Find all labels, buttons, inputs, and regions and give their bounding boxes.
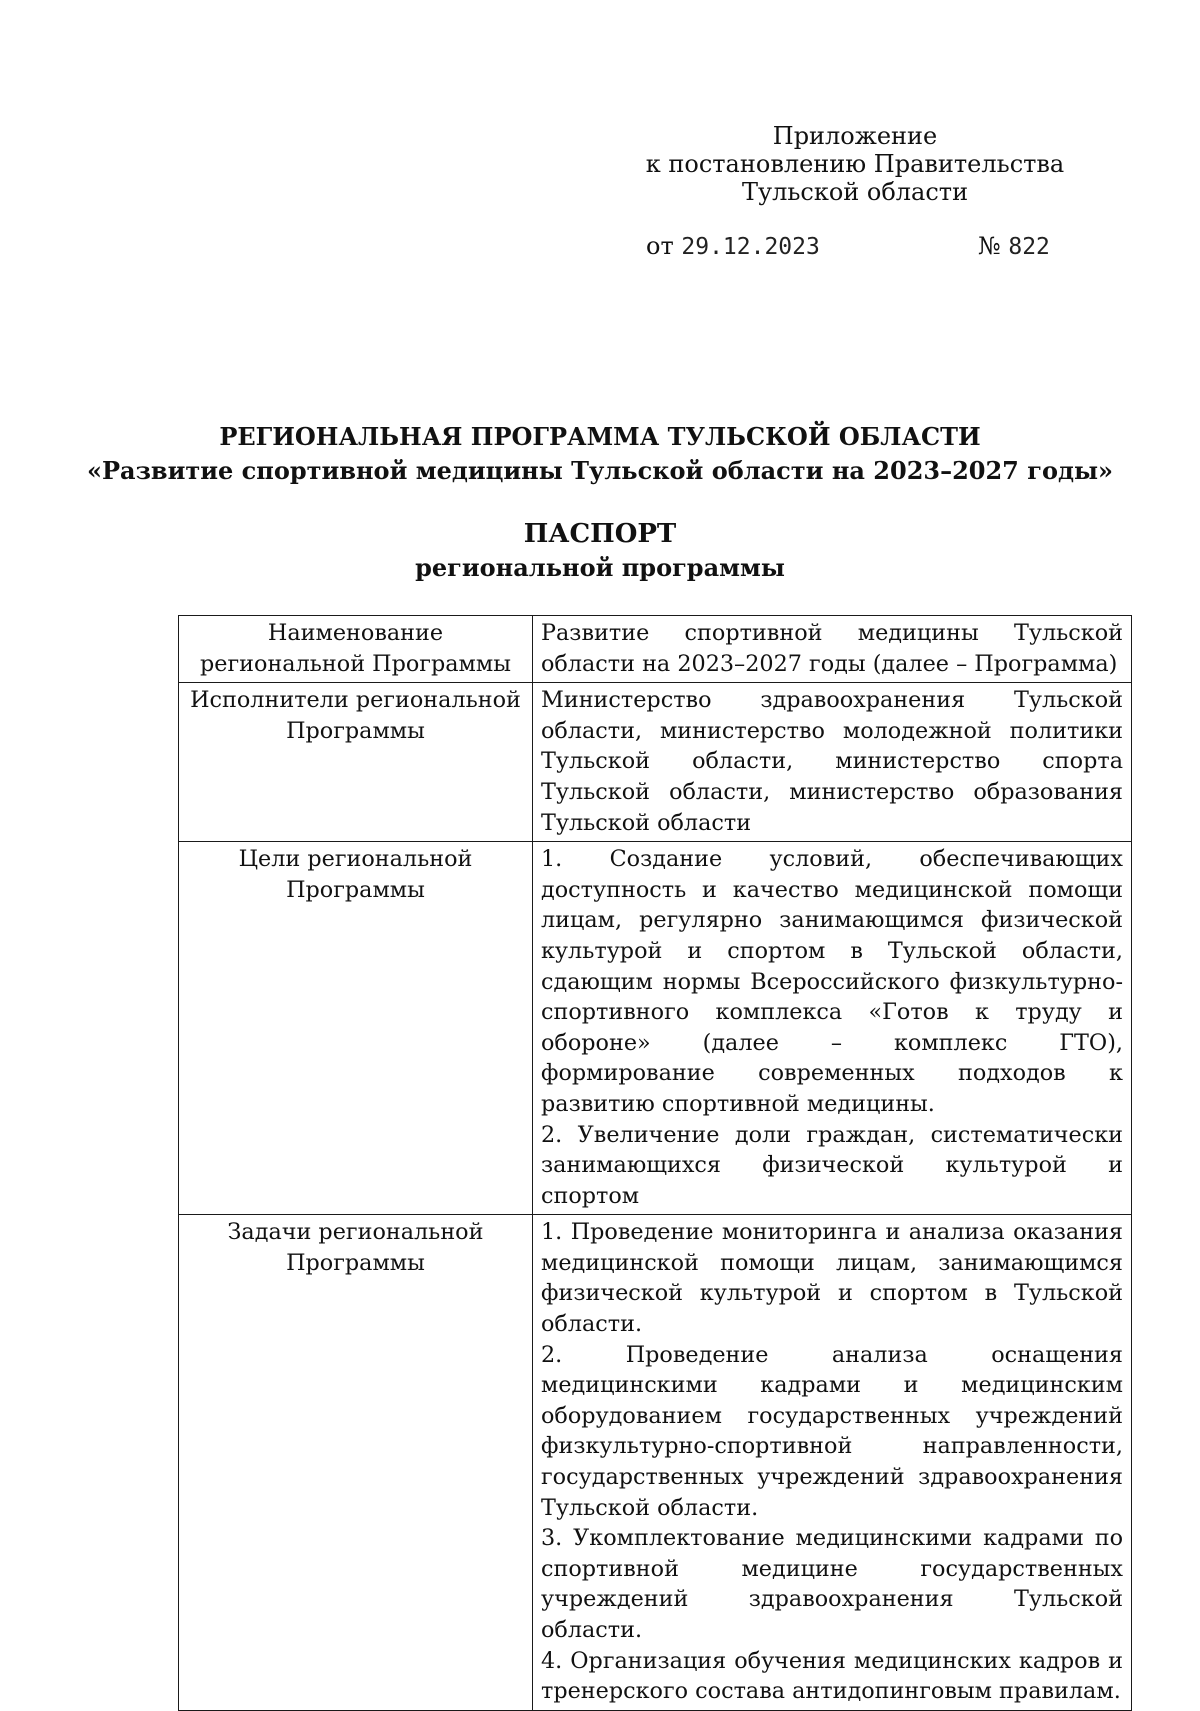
passport-table	[178, 615, 1132, 1711]
annex-line: к постановлению Правительства	[645, 150, 1065, 178]
passport-heading	[0, 517, 1200, 585]
row-value	[533, 1215, 1132, 1711]
annex-block	[640, 122, 1070, 206]
title-line-1: РЕГИОНАЛЬНАЯ ПРОГРАММА ТУЛЬСКОЙ ОБЛАСТИ	[219, 422, 981, 451]
value-paragraph: Министерство здравоохранения Тульской области, министерство молодежной политики Тульской области, министерство спорта Тульской области, министерство образования Тульской области	[541, 687, 1123, 836]
value-paragraph: 4. Организация обучения медицинских кадров и тренерского состава антидопинговым правилам.	[541, 1647, 1123, 1705]
value-paragraph: 1. Создание условий, обеспечивающих доступность и качество медицинской помощи лицам, регулярно занимающимся физической культурой и спортом в Тульской области, сдающим нормы Всероссийского физкультурно-спортивного комплекса «Готов к труду и обороне» (далее – комплекс ГТО), формирование современных подходов к развитию спортивной медицины.	[541, 846, 1123, 1117]
passport-title: ПАСПОРТ	[523, 519, 677, 549]
table-row	[179, 616, 1132, 683]
number-block	[978, 232, 1050, 261]
value-paragraph: 2. Увеличение доли граждан, систематически занимающихся физической культурой и спортом	[541, 1121, 1123, 1209]
document-title	[0, 420, 1200, 488]
passport-subtitle: региональной программы	[415, 553, 785, 582]
date-block	[646, 232, 820, 261]
row-label: Задачи региональной Программы	[179, 1215, 533, 1711]
value-paragraph: 1. Проведение мониторинга и анализа оказания медицинской помощи лицам, занимающимся физической культурой и спортом в Тульской области.	[541, 1219, 1123, 1338]
row-value	[533, 842, 1132, 1215]
row-value	[533, 683, 1132, 842]
date-prefix: от	[646, 232, 674, 260]
annex-line: Приложение	[772, 122, 938, 150]
value-paragraph: 3. Укомплектование медицинскими кадрами по спортивной медицине государственных учреждений здравоохранения Тульской области.	[541, 1525, 1123, 1643]
table-row	[179, 683, 1132, 842]
row-label: Цели региональной Программы	[179, 842, 533, 1215]
number-value: 822	[1008, 234, 1050, 260]
table-row	[179, 842, 1132, 1215]
date-value: 29.12.2023	[681, 234, 820, 260]
annex-line: Тульской области	[741, 178, 969, 206]
table-row	[179, 1215, 1132, 1711]
value-paragraph: Развитие спортивной медицины Тульской области на 2023–2027 годы (далее – Программа)	[541, 620, 1123, 677]
value-paragraph: 2. Проведение анализа оснащения медицинскими кадрами и медицинским оборудованием государственных учреждений физкультурно-спортивной направленности, государственных учреждений здравоохранения Тульской области.	[541, 1341, 1123, 1521]
number-prefix: №	[978, 232, 1001, 260]
row-value	[533, 616, 1132, 683]
title-line-2: «Развитие спортивной медицины Тульской области на 2023–2027 годы»	[86, 456, 1114, 485]
row-label: Наименование региональной Программы	[179, 616, 533, 683]
row-label: Исполнители региональной Программы	[179, 683, 533, 842]
